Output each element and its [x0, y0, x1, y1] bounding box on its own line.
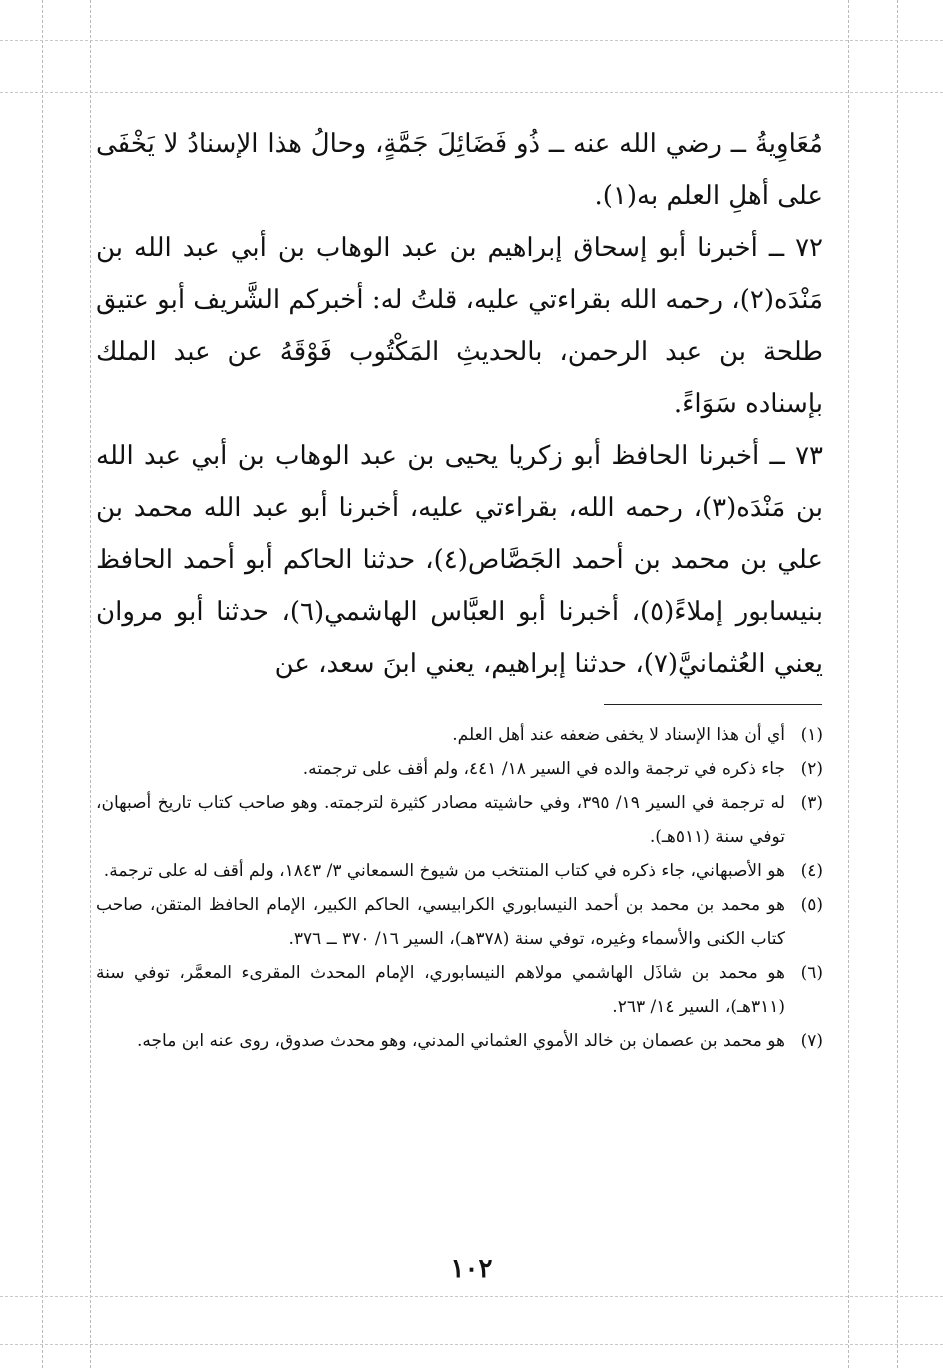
footnote-number: (٥) [800, 895, 823, 915]
footnote-text: له ترجمة في السير ١٩/ ٣٩٥، وفي حاشيته مصادر كثيرة لترجمته. وهو صاحب كتاب تاريخ أصبهان، توفي سنة (٥١١هـ). [96, 793, 785, 847]
scan-guide-line [848, 0, 849, 1368]
footnote-text: هو محمد بن عصمان بن خالد الأموي العثماني المدني، وهو محدث صدوق، روى عنه ابن ماجه. [137, 1031, 785, 1051]
scan-guide-line [897, 0, 898, 1368]
paragraph-72: ٧٢ ــ أخبرنا أبو إسحاق إبراهيم بن عبد الوهاب بن أبي عبد الله بن مَنْدَه(٢)، رحمه الله بقراءتي عليه، قلتُ له: أخبركم الشَّريف أبو عتيق طلحة بن عبد الرحمن، بالحديثِ المَكْتُوب فَوْقَهُ عن عبد الملك بإسناده سَوَاءً. [96, 233, 823, 419]
scan-guide-line [0, 1344, 943, 1345]
footnote-1 [96, 718, 823, 752]
footnote-7 [96, 1024, 823, 1058]
footnote-text: جاء ذكره في ترجمة والده في السير ١٨/ ٤٤١، ولم أقف على ترجمته. [302, 759, 785, 779]
footnote-text: هو الأصبهاني، جاء ذكره في كتاب المنتخب من شيوخ السمعاني ٣/ ١٨٤٣، ولم أقف له على ترجمة. [103, 861, 785, 881]
footnote-text: هو محمد بن شاذَل الهاشمي مولاهم النيسابوري، الإمام المحدث المقرىء المعمَّر، توفي سنة (٣١١هـ)، السير ١٤/ ٢٦٣. [96, 963, 785, 1017]
footnote-3 [96, 786, 823, 854]
scan-guide-line [42, 0, 43, 1368]
scan-guide-line [0, 40, 943, 41]
footnote-number: (٢) [800, 759, 823, 779]
scan-guide-line [0, 92, 943, 93]
paragraph-continuation: مُعَاوِيةُ ــ رضي الله عنه ــ ذُو فَضَائِلَ جَمَّةٍ، وحالُ هذا الإسنادُ لا يَخْفَى على أهلِ العلم به(١). [96, 129, 823, 211]
footnote-6 [96, 956, 823, 1024]
footnote-4 [96, 854, 823, 888]
footnote-text: هو محمد بن محمد بن أحمد النيسابوري الكرابيسي، الحاكم الكبير، الإمام الحافظ المتقن، صاحب كتاب الكنى والأسماء وغيره، توفي سنة (٣٧٨هـ)، السير ١٦/ ٣٧٠ ــ ٣٧٦. [96, 895, 785, 949]
footnote-number: (١) [800, 725, 823, 745]
paragraph-73: ٧٣ ــ أخبرنا الحافظ أبو زكريا يحيى بن عبد الوهاب بن أبي عبد الله بن مَنْدَه(٣)، رحمه الله، بقراءتي عليه، أخبرنا أبو عبد الله محمد بن علي بن محمد بن أحمد الجَصَّاص(٤)، حدثنا الحاكم أبو أحمد الحافظ بنيسابور إملاءً(٥)، أخبرنا أبو العبَّاس الهاشمي(٦)، حدثنا أبو مروان يعني العُثمانيَّ(٧)، حدثنا إبراهيم، يعني ابنَ سعد، عن [96, 441, 823, 679]
footnote-5 [96, 888, 823, 956]
footnotes [96, 718, 823, 1058]
main-text [96, 118, 823, 690]
footnote-separator [604, 704, 822, 705]
footnote-2 [96, 752, 823, 786]
footnote-text: أي أن هذا الإسناد لا يخفى ضعفه عند أهل العلم. [452, 725, 785, 745]
footnote-number: (٣) [800, 793, 823, 813]
scan-guide-line [90, 0, 91, 1368]
scan-guide-line [0, 1296, 943, 1297]
footnote-number: (٧) [800, 1031, 823, 1051]
page-number: ١٠٢ [450, 1254, 493, 1284]
footnote-number: (٤) [800, 861, 823, 881]
footnote-number: (٦) [800, 963, 823, 983]
